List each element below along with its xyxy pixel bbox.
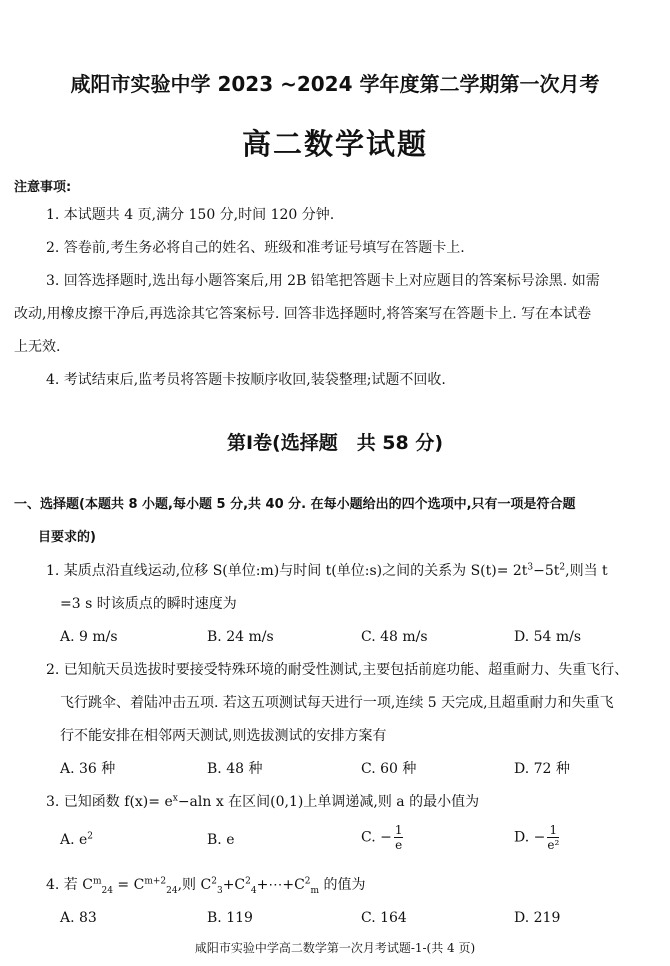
question-3-option-d: D. − $\frac{1}{\text{e²}}$	[514, 823, 560, 852]
question-4-option-a: A. 83	[60, 910, 97, 926]
question-4-option-d: D. 219	[514, 910, 561, 926]
question-1-line-2: =3 s 时该质点的瞬时速度为	[60, 596, 237, 612]
page-footer: 咸阳市实验中学高二数学第一次月考试题-1-(共 4 页)	[194, 941, 476, 955]
notice-item-2: 2. 答卷前,考生务必将自己的姓名、班级和准考证号填写在答题卡上.	[46, 240, 465, 256]
question-3-option-a: A. $e^2$	[60, 831, 94, 848]
question-2-option-a: A. 36 种	[60, 761, 116, 777]
question-4-stem: 4. 若 $C^m_{24} = C^{m+2}_{24}$,则 $C^2_3+C^2_4+\cdots+C^2_m$ 的值为	[46, 876, 366, 896]
exam-title: 咸阳市实验中学 2023 ~2024 学年度第二学期第一次月考	[70, 72, 600, 96]
question-1-line-1: 1. 某质点沿直线运动,位移 S(单位:m)与时间 t(单位:s)之间的关系为 $S(t)= 2t^3-5t^2$,则当 t	[46, 562, 608, 579]
question-2-line-1: 2. 已知航天员选拔时要接受特殊环境的耐受性测试,主要包括前庭功能、超重耐力、失重飞行、	[46, 662, 629, 678]
notice-title: 注意事项:	[14, 180, 72, 195]
notice-item-3-line-1: 3. 回答选择题时,选出每小题答案后,用 2B 铅笔把答题卡上对应题目的答案标号涂黑. 如需	[46, 273, 600, 289]
question-4-option-b: B. 119	[207, 910, 253, 926]
question-1-option-a: A. 9 m/s	[60, 629, 118, 645]
notice-item-4: 4. 考试结束后,监考员将答题卡按顺序收回,装袋整理;试题不回收.	[46, 372, 446, 388]
question-2-option-b: B. 48 种	[207, 761, 263, 777]
question-3-option-c: C. − $\frac{1}{e}$	[361, 823, 403, 852]
notice-item-1: 1. 本试题共 4 页,满分 150 分,时间 120 分钟.	[46, 207, 335, 223]
question-3-option-b: B. e	[207, 832, 235, 848]
section-title: 第Ⅰ卷(选择题 共 58 分)	[226, 432, 444, 454]
notice-item-3-line-2: 改动,用橡皮擦干净后,再选涂其它答案标号. 回答非选择题时,将答案写在答题卡上. 写在本试卷	[14, 306, 592, 322]
question-1-option-b: B. 24 m/s	[207, 629, 274, 645]
question-2-option-c: C. 60 种	[361, 761, 417, 777]
part1-heading-line-1: 一、选择题(本题共 8 小题,每小题 5 分,共 40 分. 在每小题给出的四个选项中,只有一项是符合题	[14, 497, 576, 512]
notice-item-3-line-3: 上无效.	[14, 339, 61, 355]
part1-heading-line-2: 目要求的)	[38, 530, 96, 545]
subject-title: 高二数学试题	[241, 127, 428, 161]
question-2-option-d: D. 72 种	[514, 761, 570, 777]
question-1-option-d: D. 54 m/s	[514, 629, 582, 645]
question-3-stem: 3. 已知函数 $f(x)= e^x-aln$ x 在区间(0,1)上单调递减,则 a 的最小值为	[46, 793, 480, 810]
question-4-option-c: C. 164	[361, 910, 407, 926]
question-2-line-3: 行不能安排在相邻两天测试,则选拔测试的安排方案有	[60, 728, 387, 744]
question-1-option-c: C. 48 m/s	[361, 629, 428, 645]
question-2-line-2: 飞行跳伞、着陆冲击五项. 若这五项测试每天进行一项,连续 5 天完成,且超重耐力和失重飞	[60, 695, 614, 711]
